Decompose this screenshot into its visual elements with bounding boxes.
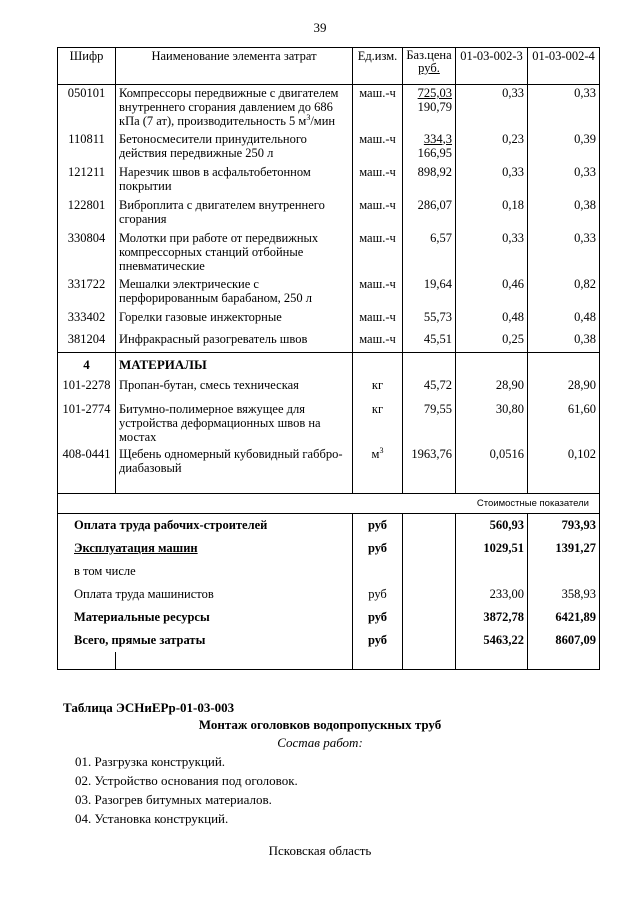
empty-cell [58,482,116,494]
row-unit: маш.-ч [353,276,403,309]
summary-value-col1: 233,00 [456,583,528,606]
cost-table [57,47,600,670]
header-unit: Ед.изм. [353,48,403,85]
work-item: 04. Установка конструкций. [75,811,229,826]
row-unit-text: кг [371,401,384,416]
section-title: МАТЕРИАЛЫ [116,353,353,377]
empty-cell [116,482,353,494]
row-value-col1: 0,46 [456,276,528,309]
summary-label: Эксплуатация машин [58,537,353,560]
row-value-col2: 0,48 [528,309,600,331]
row-value-col1: 0,25 [456,331,528,353]
row-unit-sup: 3 [379,445,384,455]
row-unit [353,446,403,482]
work-item: 03. Разогрев битумных материалов. [75,792,272,807]
row-value-col2: 0,38 [528,331,600,353]
row-name [116,331,353,353]
row-unit: маш.-ч [353,230,403,276]
row-name-text: Виброплита с двигателем внутреннего сгорания [119,197,325,226]
row-unit [353,401,403,446]
row-name [116,230,353,276]
summary-row [58,583,600,606]
summary-unit [353,560,403,583]
summary-unit: руб [353,537,403,560]
row-price: 6,57 [403,230,456,276]
header-col2: 01-03-002-4 [528,48,600,85]
table-row [58,164,600,197]
empty-cell [456,482,528,494]
row-name [116,276,353,309]
row-value-col2: 28,90 [528,377,600,401]
empty-cell [403,652,456,670]
empty-cell [403,629,456,652]
row-value-col2: 0,39 [528,131,600,164]
page-number: 39 [313,20,327,35]
row-code: 331722 [58,276,116,309]
row-price-top: 725,03 [417,86,452,100]
row-value-col2: 0,38 [528,197,600,230]
row-name: Пропан-бутан, смесь техническая [116,377,353,401]
row-value-col1: 0,33 [456,230,528,276]
table-row [58,230,600,276]
row-code: 381204 [58,331,116,353]
row-value-col2: 61,60 [528,401,600,446]
row-unit: маш.-ч [353,309,403,331]
row-name [116,164,353,197]
empty-cell [353,482,403,494]
row-name-text: Бетоносмесители принудительного действия передвижные 250 л [119,131,307,160]
row-price: 45,51 [403,331,456,353]
empty-cell [403,537,456,560]
row-price [403,85,456,131]
row-name-text: Компрессоры передвижные с двигателем внутреннего сгорания давлением до 686 кПа (7 ат), производительность 5 м [119,86,339,128]
row-code: 110811 [58,131,116,164]
empty-cell [403,514,456,537]
spacer-row [58,482,600,494]
row-code: 101-2774 [58,401,116,446]
row-price: 898,92 [403,164,456,197]
section-row [58,353,600,377]
table-row [58,309,600,331]
row-price [403,131,456,164]
row-value-col1: 0,48 [456,309,528,331]
row-code: 333402 [58,309,116,331]
row-code: 101-2278 [58,377,116,401]
row-unit: маш.-ч [353,131,403,164]
summary-unit: руб [353,606,403,629]
table-row [58,331,600,353]
summary-label: в том числе [58,560,353,583]
empty-cell [116,652,353,670]
row-code: 408-0441 [58,446,116,482]
row-name-sup: 3 [306,112,311,122]
row-price: 55,73 [403,309,456,331]
region-footer: Псковская область [268,843,372,858]
summary-value-col2: 358,93 [528,583,600,606]
row-unit: маш.-ч [353,164,403,197]
row-value-col2: 0,33 [528,164,600,197]
header-code: Шифр [58,48,116,85]
row-value-col1: 30,80 [456,401,528,446]
row-code: 122801 [58,197,116,230]
composition-heading: Состав работ: [277,735,363,750]
row-value-col2: 0,33 [528,85,600,131]
empty-cell [456,652,528,670]
row-unit-text: кг [371,377,384,392]
works-list [75,752,298,828]
summary-value-col1: 5463,22 [456,629,528,652]
summary-unit: руб [353,514,403,537]
summary-value-col1 [456,560,528,583]
table-row [58,401,600,446]
table-row [58,197,600,230]
row-value-col1: 0,33 [456,85,528,131]
row-name: Щебень одномерный кубовидный габбро-диабазовый [116,446,353,482]
row-value-col2: 0,33 [528,230,600,276]
table-row [58,377,600,401]
header-price-line1: Баз.цена [406,48,452,62]
header-col1: 01-03-002-3 [456,48,528,85]
row-code: 121211 [58,164,116,197]
empty-cell [403,353,456,377]
summary-value-col2: 1391,27 [528,537,600,560]
row-name: Битумно-полимерное вяжущее для устройства деформационных швов на мостах [116,401,353,446]
summary-label: Всего, прямые затраты [58,629,353,652]
empty-cell [403,606,456,629]
summary-unit: руб [353,583,403,606]
row-value-col1: 0,33 [456,164,528,197]
row-name-text: Горелки газовые инжекторные [119,309,282,324]
row-price: 79,55 [403,401,456,446]
next-table-title: Таблица ЭСНиЕРр-01-03-003 [63,700,235,715]
work-item: 01. Разгрузка конструкций. [75,754,226,769]
row-unit: маш.-ч [353,197,403,230]
table-row [58,85,600,131]
summary-value-col2: 793,93 [528,514,600,537]
summary-label: Оплата труда машинистов [58,583,353,606]
summary-row [58,629,600,652]
empty-cell [353,652,403,670]
row-value-col2: 0,82 [528,276,600,309]
summary-label: Оплата труда рабочих-строителей [58,514,353,537]
empty-cell [403,560,456,583]
spacer-row [58,652,600,670]
table-header-row [58,48,600,85]
section-number: 4 [58,353,116,377]
summary-label: Материальные ресурсы [58,606,353,629]
row-name-tail: /мин [310,114,336,128]
empty-cell [528,652,600,670]
row-price: 45,72 [403,377,456,401]
row-name-text: Мешалки электрические с перфорированным барабаном, 250 л [119,276,312,305]
summary-row [58,560,600,583]
summary-value-col2: 8607,09 [528,629,600,652]
row-price-top: 334,3 [423,131,452,146]
row-value-col1: 0,0516 [456,446,528,482]
summary-unit: руб [353,629,403,652]
summary-value-col2 [528,560,600,583]
row-price: 286,07 [403,197,456,230]
row-unit: маш.-ч [353,331,403,353]
row-code: 050101 [58,85,116,131]
row-name [116,197,353,230]
empty-cell [403,482,456,494]
row-price-bottom: 166,95 [417,145,452,160]
row-unit-text: м [371,446,380,461]
header-price [403,48,456,85]
summary-row [58,537,600,560]
work-item: 02. Устройство основания под оголовок. [75,773,298,788]
empty-cell [528,482,600,494]
summary-value-col1: 3872,78 [456,606,528,629]
summary-row [58,606,600,629]
row-value-col2: 0,102 [528,446,600,482]
row-name [116,131,353,164]
row-unit [353,377,403,401]
empty-cell [403,583,456,606]
header-price-line2: руб. [418,61,440,75]
table-row [58,276,600,309]
row-price-bottom: 190,79 [417,100,452,114]
next-table-subtitle: Монтаж оголовков водопропускных труб [198,717,442,732]
cost-label-row [58,494,600,514]
empty-cell [528,353,600,377]
cost-indicators-label: Стоимостные показатели [58,494,600,514]
summary-value-col2: 6421,89 [528,606,600,629]
table-row [58,131,600,164]
row-value-col1: 0,18 [456,197,528,230]
row-name-text: Инфракрасный разогреватель швов [119,331,308,346]
header-name: Наименование элемента затрат [116,48,353,85]
row-value-col1: 28,90 [456,377,528,401]
summary-value-col1: 1029,51 [456,537,528,560]
summary-value-col1: 560,93 [456,514,528,537]
empty-cell [353,353,403,377]
empty-cell [456,353,528,377]
row-price: 1963,76 [403,446,456,482]
row-name [116,309,353,331]
row-unit: маш.-ч [353,85,403,131]
row-code: 330804 [58,230,116,276]
row-price: 19,64 [403,276,456,309]
empty-cell [58,652,116,670]
table-row [58,446,600,482]
row-value-col1: 0,23 [456,131,528,164]
row-name-text: Молотки при работе от передвижных компрессорных станций отбойные пневматические [119,230,319,273]
row-name [116,85,353,131]
summary-row [58,514,600,537]
row-name-text: Нарезчик швов в асфальтобетонном покрытии [119,164,311,193]
